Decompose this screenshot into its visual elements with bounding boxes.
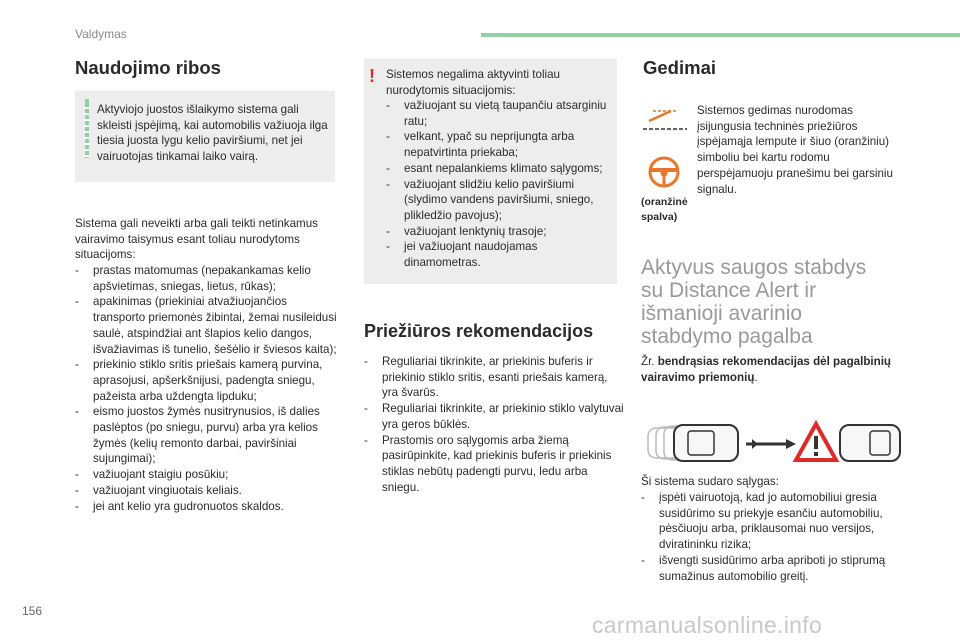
list-item: - Reguliariai tikrinkite, ar priekinis buferis ir priekinio stiklo sritis, esanti priešais kamerą, yra švarūs. <box>364 355 608 400</box>
section-header: Valdymas <box>75 27 127 41</box>
warning-intro: Sistemos negalima aktyvinti toliau nurodytomis situacijomis: <box>386 68 560 97</box>
list-item: - eismo juostos žymės nusitrynusios, iš dalies paslėptos (po sniegu, purvu) arba yra kelios žymės (kelių remonto darbai, paviršiniai sujungimai); <box>75 405 320 466</box>
list-item: - esant nepalankiems klimato sąlygoms; <box>386 161 603 175</box>
warning-box <box>364 59 617 284</box>
list-item: - važiuojant lenktynių trasoje; <box>386 224 547 238</box>
list-item: - važiuojant slidžiu kelio paviršiumi (slydimo vandens paviršiumi, sniego, plikledžio pavojus); <box>386 177 594 222</box>
usage-list <box>75 263 341 514</box>
list-item: - jei ant kelio yra gudronuotos skaldos. <box>75 499 284 513</box>
usage-intro: Sistema gali neveikti arba gali teikti netinkamus vairavimo taisymus esant toliau nurodytoms situacijoms: <box>75 217 318 262</box>
list-item: - važiuojant staigiu posūkiu; <box>75 468 229 482</box>
title-usage-limits: Naudojimo ribos <box>75 57 221 78</box>
system-list <box>641 490 907 584</box>
list-item: - važiuojant su vietą taupančiu atsarginiu ratu; <box>386 99 607 128</box>
system-intro: Ši sistema sudaro sąlygas: <box>641 475 779 488</box>
title-maintenance: Priežiūros rekomendacijos <box>364 321 594 341</box>
list-item: - važiuojant vingiuotais keliais. <box>75 483 242 497</box>
list-item: - prastas matomumas (nepakankamas kelio apšvietimas, sniegas, lietus, rūkas); <box>75 264 311 293</box>
info-box <box>75 91 335 182</box>
collision-warning-illustration <box>646 418 902 468</box>
page-number: 156 <box>22 604 43 618</box>
list-item: - Prastomis oro sąlygomis arba žiemą pasirūpinkite, kad priekinis buferis ir priekinis stiklas nebūtų padengti purvu, ledu arba sniegu. <box>364 433 612 494</box>
fault-text: Sistemos gedimas nurodomas įsijungusia techninės priežiūros įspėjamąja lempute ir šiuo (oranžiniu) simboliu bei kartu rodomu perspėjamuoju pranešimu bei garsiniu signalu. <box>697 104 893 196</box>
info-text: Aktyviojo juostos išlaikymo sistema gali skleisti įspėjimą, kai automobilis važiuoja ilga tiesia juosta lygu kelio paviršiumi, net jei vairuotojas tinkamai laiko vairą. <box>97 103 328 164</box>
lane-fault-icon <box>641 107 689 137</box>
icon-caption: (oranžinė spalva) <box>641 196 688 223</box>
list-item: - apakinimas (priekiniai atvažiuojančios transporto priemonės žibintai, žemai nusileidusi saulė, atspindžiai ant šlapios kelio dangos, išvažiavimas iš tunelio, šešėlio ir šviesos kaita); <box>75 295 337 356</box>
list-item: - jei važiuojant naudojamas dinamometras. <box>386 240 538 270</box>
list-item: - priekinio stiklo sritis priešais kamerą purvina, aprasojusi, apšerkšnijusi, padengta sniegu, pažeista arba uždengta lipduku; <box>75 358 323 403</box>
header-accent-bar <box>481 33 960 37</box>
warning-list <box>386 98 614 271</box>
warning-icon: ! <box>369 66 375 86</box>
list-item: - Reguliariai tikrinkite, ar priekinio stiklo valytuvai yra geros būklės. <box>364 402 624 431</box>
watermark-text: carmanualsonline.info <box>592 612 823 638</box>
title-active-safety-brake: Aktyvus saugos stabdys su Distance Alert ir išmanioji avarinio stabdymo pagalba <box>641 256 867 348</box>
steering-wheel-icon <box>644 155 684 189</box>
list-item: - išvengti susidūrimo arba apriboti jo stiprumą sumažinus automobilio greitį. <box>641 553 886 583</box>
list-item: - įspėti vairuotoją, kad jo automobiliui gresia susidūrimo su priekyje esančiu automobiliu, pėsčiuoju arba, priklausomai nuo versijos, dviratininku rizika; <box>641 491 883 552</box>
list-item: - velkant, ypač su neprijungta arba nepatvirtinta priekaba; <box>386 130 575 160</box>
title-faults: Gedimai <box>643 57 716 78</box>
info-bar <box>85 103 89 158</box>
maintenance-list <box>364 354 626 495</box>
reference-text: Žr. bendrąsias rekomendacijas dėl pagalbinių vairavimo priemonių. <box>641 355 892 384</box>
